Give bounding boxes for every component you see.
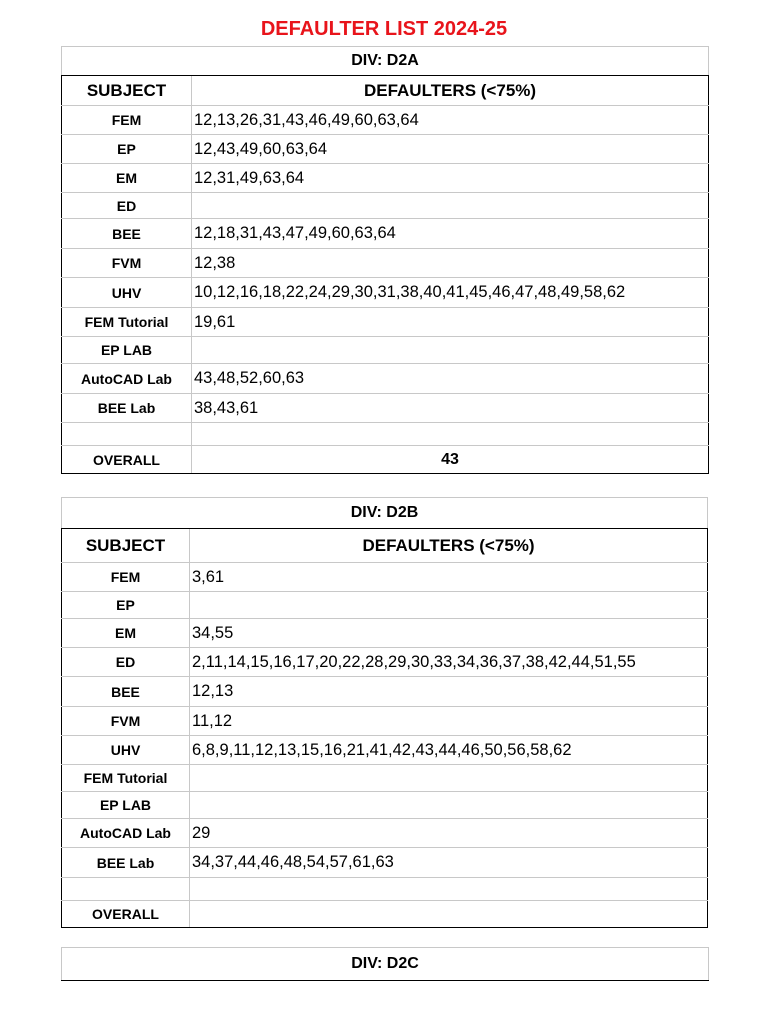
table-row — [62, 592, 708, 619]
defaulters-cell — [192, 337, 709, 364]
subject-cell: AutoCAD Lab — [62, 364, 192, 394]
defaulters-cell: 34,55 — [190, 619, 708, 648]
table-row — [62, 337, 709, 364]
division-title: DIV: D2C — [62, 948, 709, 981]
subject-cell: EM — [62, 164, 192, 193]
table-row — [62, 219, 709, 249]
defaulters-cell — [190, 765, 708, 792]
defaulters-cell: 19,61 — [192, 308, 709, 337]
subject-cell: BEE — [62, 677, 190, 707]
overall-row — [62, 901, 708, 928]
subject-cell: ED — [62, 193, 192, 219]
table-row — [62, 563, 708, 592]
subject-cell: FEM — [62, 106, 192, 135]
defaulters-cell — [192, 193, 709, 219]
defaulters-cell: 12,38 — [192, 249, 709, 278]
defaulters-cell: 12,18,31,43,47,49,60,63,64 — [192, 219, 709, 249]
defaulters-cell: 12,43,49,60,63,64 — [192, 135, 709, 164]
subject-cell: UHV — [62, 278, 192, 308]
defaulters-cell: 29 — [190, 819, 708, 848]
subject-cell: EP — [62, 135, 192, 164]
overall-label: OVERALL — [62, 446, 192, 474]
overall-value — [190, 901, 708, 928]
defaulters-cell: 6,8,9,11,12,13,15,16,21,41,42,43,44,46,50,56,58,62 — [190, 736, 708, 765]
subject-cell: BEE Lab — [62, 848, 190, 878]
table-row — [62, 308, 709, 337]
empty-row — [62, 878, 708, 901]
table-row — [62, 249, 709, 278]
division-table-d2a — [61, 46, 709, 474]
table-row — [62, 164, 709, 193]
table-row — [62, 736, 708, 765]
defaulters-cell — [190, 592, 708, 619]
table-row — [62, 278, 709, 308]
table-row — [62, 765, 708, 792]
subject-header: SUBJECT — [62, 529, 190, 563]
defaulters-cell: 43,48,52,60,63 — [192, 364, 709, 394]
defaulters-cell: 12,13 — [190, 677, 708, 707]
subject-cell: FVM — [62, 707, 190, 736]
subject-cell: UHV — [62, 736, 190, 765]
overall-value: 43 — [192, 446, 709, 474]
table-row — [62, 364, 709, 394]
subject-cell: BEE Lab — [62, 394, 192, 423]
division-title: DIV: D2B — [62, 498, 708, 529]
division-table-d2b — [61, 497, 708, 928]
defaulters-cell: 34,37,44,46,48,54,57,61,63 — [190, 848, 708, 878]
defaulters-cell — [190, 792, 708, 819]
defaulters-cell: 10,12,16,18,22,24,29,30,31,38,40,41,45,46,47,48,49,58,62 — [192, 278, 709, 308]
table-row — [62, 394, 709, 423]
subject-cell: EP LAB — [62, 792, 190, 819]
defaulters-cell: 12,13,26,31,43,46,49,60,63,64 — [192, 106, 709, 135]
defaulters-cell: 38,43,61 — [192, 394, 709, 423]
subject-cell: ED — [62, 648, 190, 677]
defaulters-cell: 3,61 — [190, 563, 708, 592]
table-row — [62, 648, 708, 677]
empty-row — [62, 423, 709, 446]
page-title: DEFAULTER LIST 2024-25 — [260, 18, 508, 40]
table-row — [62, 193, 709, 219]
subject-cell: FEM — [62, 563, 190, 592]
table-row — [62, 792, 708, 819]
subject-cell: EM — [62, 619, 190, 648]
subject-header: SUBJECT — [62, 76, 192, 106]
defaulters-header: DEFAULTERS (<75%) — [192, 76, 709, 106]
overall-label: OVERALL — [62, 901, 190, 928]
table-row — [62, 619, 708, 648]
defaulters-cell: 2,11,14,15,16,17,20,22,28,29,30,33,34,36,37,38,42,44,51,55 — [190, 648, 708, 677]
overall-row — [62, 446, 709, 474]
subject-cell: FEM Tutorial — [62, 765, 190, 792]
table-row — [62, 819, 708, 848]
division-title: DIV: D2A — [62, 47, 709, 76]
subject-cell: FEM Tutorial — [62, 308, 192, 337]
subject-cell: EP — [62, 592, 190, 619]
table-row — [62, 707, 708, 736]
subject-cell: FVM — [62, 249, 192, 278]
defaulters-cell: 12,31,49,63,64 — [192, 164, 709, 193]
division-table-d2c — [61, 947, 709, 981]
defaulters-cell: 11,12 — [190, 707, 708, 736]
subject-cell: BEE — [62, 219, 192, 249]
subject-cell: AutoCAD Lab — [62, 819, 190, 848]
table-row — [62, 848, 708, 878]
table-row — [62, 135, 709, 164]
subject-cell: EP LAB — [62, 337, 192, 364]
table-row — [62, 106, 709, 135]
defaulters-header: DEFAULTERS (<75%) — [190, 529, 708, 563]
table-row — [62, 677, 708, 707]
